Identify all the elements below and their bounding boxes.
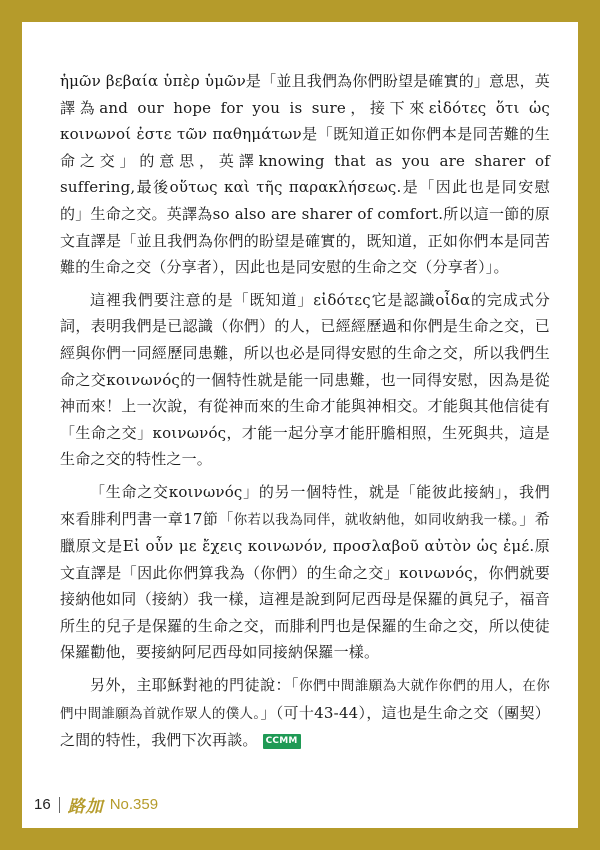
paragraph-1-text: ἡμῶν βεβαία ὑπὲρ ὑμῶν是「並且我們為你們盼望是確實的」意思，英譯為and our hope for you is sure，接下來εἰδότες ὅτι ὡς κοινωνοί ἐστε τῶν παθημάτων是「既知道正如你們本是同苦難的生命之交」的意思，英譯knowing that as you are sharer of suffering,最後οὕτως καὶ τῆς παρακλήσεως.是「因此也是同安慰的」生命之交。英譯為so also are sharer of comfort.所以這一節的原文直譯是「並且我們為你們的盼望是確實的，既知道，正如你們本是同苦難的生命之交（分享者），因此也是同安慰的生命之交（分享者）」。: [60, 72, 550, 277]
paragraph-2-text: 這裡我們要注意的是「既知道」εἰδότες它是認識οἶδα的完成式分詞，表明我們是已認識（你們）的人，已經經歷過和你們是生命之交，已經與你們一同經歷同患難，所以也必是同得安慰的生命之交，所以我們生命之交κοινωνός的一個特性就是能一同患難，也一同得安慰，因為是從神而來！上一次說，有從神而來的生命才能與神相交。才能與其他信徒有「生命之交」κοινωνός，才能一起分享才能肝膽相照，生死與共，這是生命之交的特性之一。: [60, 290, 550, 469]
magazine-title: 路加: [67, 797, 104, 817]
paragraph-1: [60, 68, 550, 281]
scripture-quote-mark: 你們中間誰願為大就作你們的用人，在你們中間誰願為首就作眾人的僕人。: [60, 678, 550, 722]
paragraph-2: [60, 287, 550, 473]
paragraph-3-text-b: 。」希臘原文是Εἰ οὖν με ἔχεις κοινωνόν, προσλαβοῦ αὐτὸν ὡς ἐμέ.原文直譯是「因此你們算我為（你們）的生命之交」κοινωνός，你們就要接納他如同（接納）我一樣，這裡是說到阿尼西母是保羅的眞兒子，福音所生的兒子是保羅的生命之交，而腓利門也是保羅的生命之交，所以使徒保羅勸他，要接納阿尼西母如同接納保羅一樣。: [60, 509, 550, 662]
paragraph-4-text-a: 另外，主耶穌對祂的門徒說：「: [90, 676, 299, 695]
ccmm-end-badge: CCMM: [263, 734, 301, 749]
page-sheet: [22, 22, 578, 828]
paragraph-3-text-a: 「生命之交κοινωνός」的另一個特性，就是「能彼此接納」，我們來看腓利門書一章17節「: [60, 482, 550, 528]
paragraph-4: [60, 672, 550, 754]
footer-divider: [59, 797, 60, 813]
paragraph-3: [60, 479, 550, 666]
page-number: 16: [34, 796, 51, 813]
issue-number: No.359: [109, 796, 159, 813]
paragraph-4-text-b: 」（可十43-44），這也是生命之交（團契）之間的特性，我們下次再談。: [60, 703, 550, 750]
page-footer: [34, 792, 158, 817]
scripture-quote-philemon: 你若以我為同伴，就收納他，如同收納我一樣: [233, 511, 512, 528]
